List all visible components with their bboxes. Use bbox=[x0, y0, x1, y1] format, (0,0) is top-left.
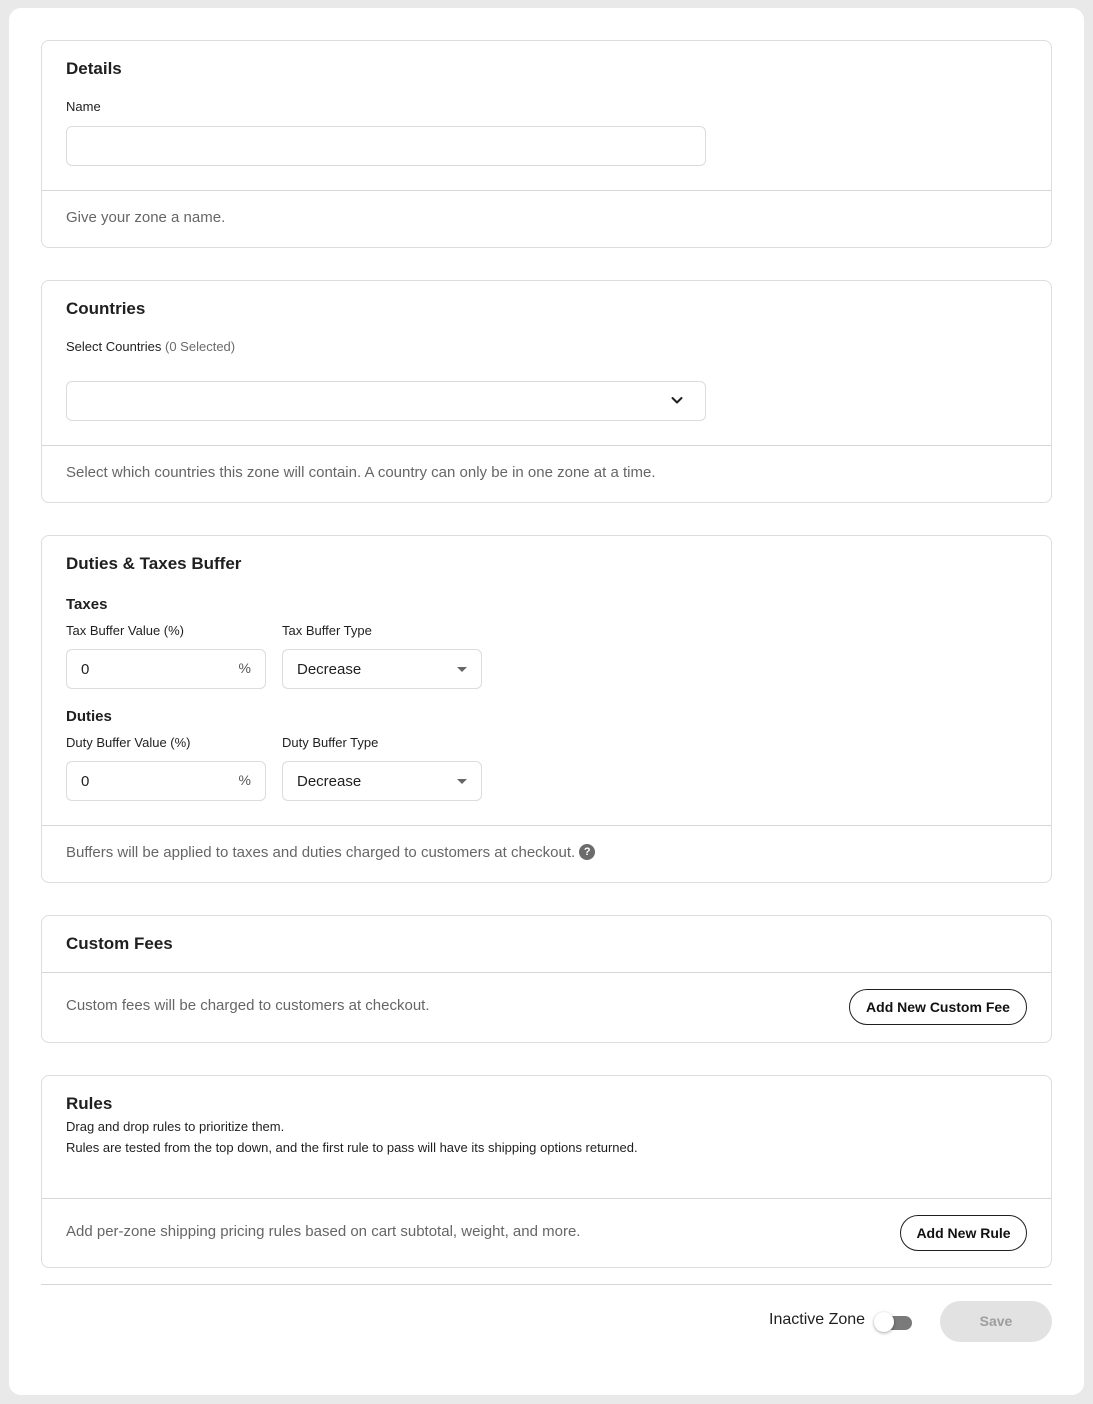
buffers-divider bbox=[42, 825, 1051, 826]
custom-fees-divider bbox=[42, 972, 1051, 973]
duty-buffer-value-input[interactable] bbox=[66, 761, 266, 801]
zone-form-page bbox=[9, 8, 1084, 1395]
custom-fees-title: Custom Fees bbox=[66, 934, 173, 953]
duty-buffer-type-value: Decrease bbox=[297, 773, 362, 790]
duties-title: Duties bbox=[66, 708, 112, 725]
tax-buffer-type-select[interactable] bbox=[282, 649, 482, 689]
footer-divider bbox=[41, 1284, 1052, 1285]
tax-buffer-value: 0 bbox=[81, 661, 90, 678]
save-button[interactable]: Save bbox=[940, 1301, 1052, 1342]
buffers-title: Duties & Taxes Buffer bbox=[66, 554, 242, 573]
duty-buffer-value-label: Duty Buffer Value (%) bbox=[66, 735, 191, 750]
countries-title: Countries bbox=[66, 299, 146, 318]
tax-buffer-type-value: Decrease bbox=[297, 661, 362, 678]
buffers-card bbox=[41, 535, 1052, 883]
details-divider bbox=[42, 190, 1051, 191]
buffers-help bbox=[66, 844, 595, 861]
inactive-zone-label: Inactive Zone bbox=[769, 1311, 866, 1328]
tax-buffer-type-label: Tax Buffer Type bbox=[282, 623, 372, 638]
custom-fees-card bbox=[41, 915, 1052, 1043]
select-countries-label bbox=[66, 339, 235, 354]
taxes-title: Taxes bbox=[66, 596, 108, 613]
caret-down-icon bbox=[457, 667, 467, 672]
tax-buffer-value-label: Tax Buffer Value (%) bbox=[66, 623, 185, 638]
buffers-help-text: Buffers will be applied to taxes and duties charged to customers at checkout. bbox=[66, 844, 576, 861]
rules-card bbox=[41, 1075, 1052, 1268]
countries-help: Select which countries this zone will contain. A country can only be in one zone at a time. bbox=[66, 464, 656, 481]
rules-title: Rules bbox=[66, 1094, 113, 1113]
rules-desc-2: Rules are tested from the top down, and the first rule to pass will have its shipping options returned. bbox=[66, 1140, 638, 1155]
rules-desc-1: Drag and drop rules to prioritize them. bbox=[66, 1119, 285, 1134]
countries-select[interactable] bbox=[66, 381, 706, 421]
countries-divider bbox=[42, 445, 1051, 446]
select-countries-label-text: Select Countries bbox=[66, 339, 162, 354]
details-card bbox=[41, 40, 1052, 248]
name-input[interactable] bbox=[66, 126, 706, 166]
duty-buffer-type-select[interactable] bbox=[282, 761, 482, 801]
countries-card bbox=[41, 280, 1052, 503]
custom-fees-help: Custom fees will be charged to customers at checkout. bbox=[66, 997, 430, 1014]
caret-down-icon bbox=[457, 779, 467, 784]
toggle-knob bbox=[874, 1312, 894, 1332]
tax-buffer-value-input[interactable] bbox=[66, 649, 266, 689]
add-rule-button[interactable]: Add New Rule bbox=[900, 1215, 1027, 1251]
duty-buffer-type-label: Duty Buffer Type bbox=[282, 735, 379, 750]
chevron-down-icon bbox=[671, 396, 683, 405]
duty-percent-suffix: % bbox=[238, 772, 251, 788]
add-custom-fee-button[interactable]: Add New Custom Fee bbox=[849, 989, 1027, 1025]
details-title: Details bbox=[66, 59, 122, 78]
question-circle-icon[interactable]: ? bbox=[579, 844, 595, 860]
selected-count: (0 Selected) bbox=[165, 339, 236, 354]
rules-divider bbox=[42, 1198, 1051, 1199]
inactive-zone-toggle[interactable] bbox=[874, 1311, 914, 1333]
duty-buffer-value: 0 bbox=[81, 773, 90, 790]
tax-percent-suffix: % bbox=[238, 660, 251, 676]
name-label: Name bbox=[66, 99, 101, 114]
details-help: Give your zone a name. bbox=[66, 209, 226, 226]
rules-help: Add per-zone shipping pricing rules based on cart subtotal, weight, and more. bbox=[66, 1223, 581, 1240]
